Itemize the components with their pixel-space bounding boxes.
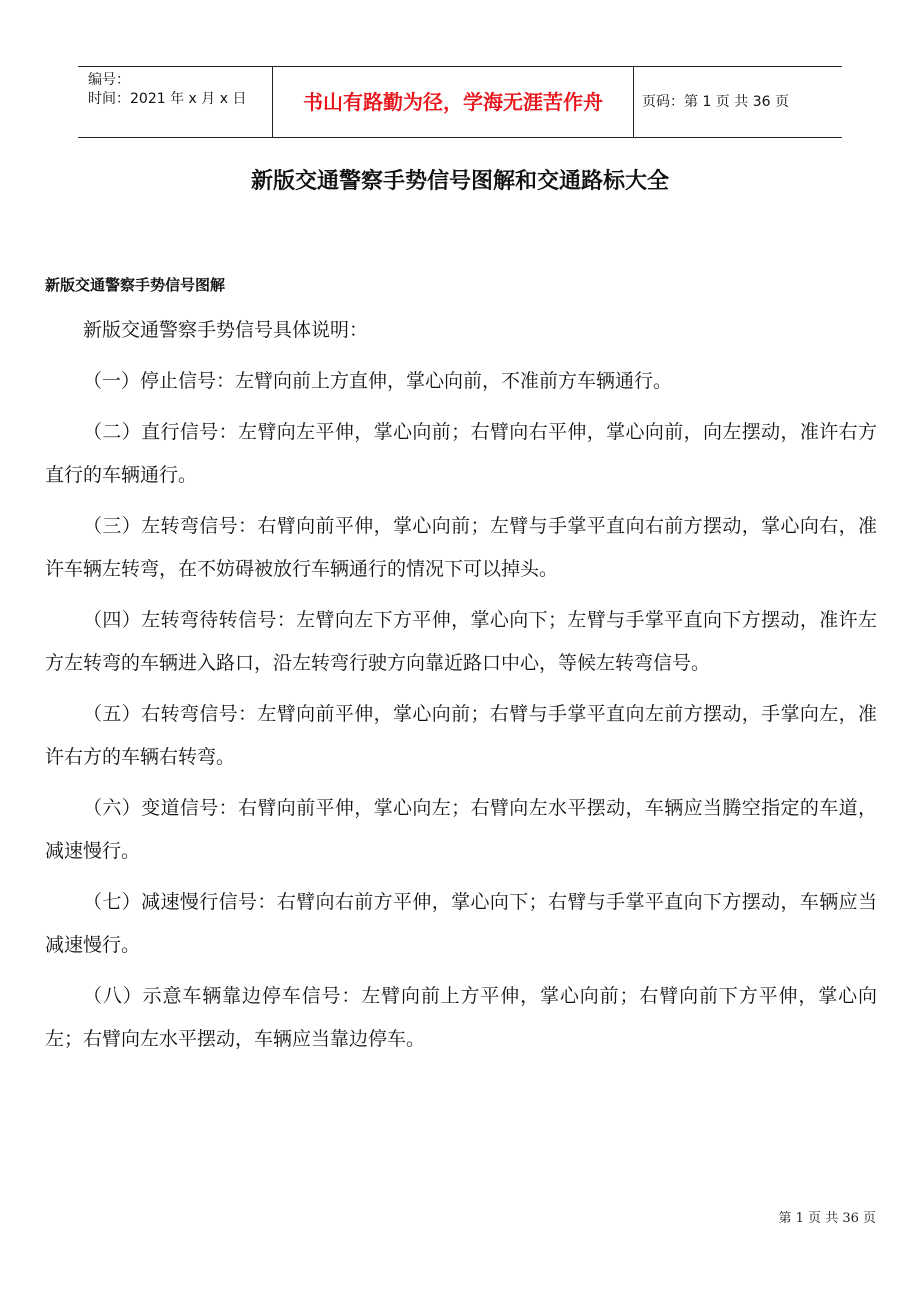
paragraph: （六）变道信号：右臂向前平伸，掌心向左；右臂向左水平摆动，车辆应当腾空指定的车道，减速慢行。: [45, 797, 877, 862]
document-header: [78, 66, 842, 138]
header-page-label: 页码：第 1 页 共 36 页: [642, 94, 789, 110]
paragraph: （一）停止信号：左臂向前上方直伸，掌心向前，不准前方车辆通行。: [83, 370, 673, 392]
document-title: 新版交通警察手势信号图解和交通路标大全: [250, 168, 669, 194]
code-label: 编号：: [88, 72, 130, 88]
paragraph: （七）减速慢行信号：右臂向右前方平伸，掌心向下；右臂与手掌平直向下方摆动，车辆应当减速慢行。: [45, 891, 877, 956]
paragraph: （四）左转弯待转信号：左臂向左下方平伸，掌心向下；左臂与手掌平直向下方摆动，准许左方左转弯的车辆进入路口，沿左转弯行驶方向靠近路口中心，等候左转弯信号。: [45, 609, 877, 674]
header-meta-cell: [78, 67, 273, 137]
paragraph: （八）示意车辆靠边停车信号：左臂向前上方平伸，掌心向前；右臂向前下方平伸，掌心向左；右臂向左水平摆动，车辆应当靠边停车。: [45, 985, 877, 1050]
page-footer: 第 1 页 共 36 页: [778, 1211, 876, 1226]
paragraph: （二）直行信号：左臂向左平伸，掌心向前；右臂向右平伸，掌心向前，向左摆动，准许右方直行的车辆通行。: [45, 421, 877, 486]
paragraph: （三）左转弯信号：右臂向前平伸，掌心向前；左臂与手掌平直向右前方摆动，掌心向右，准许车辆左转弯，在不妨碍被放行车辆通行的情况下可以掉头。: [45, 515, 877, 580]
paragraph: 新版交通警察手势信号具体说明：: [83, 319, 369, 341]
paragraph: （五）右转弯信号：左臂向前平伸，掌心向前；右臂与手掌平直向左前方摆动，手掌向左，准许右方的车辆右转弯。: [45, 703, 877, 768]
header-motto: 书山有路勤为径，学海无涯苦作舟: [273, 67, 634, 137]
time-label: 时间：2021 年 x 月 x 日: [88, 91, 247, 107]
document-body: [45, 309, 877, 1069]
section-subheading: 新版交通警察手势信号图解: [45, 276, 226, 294]
